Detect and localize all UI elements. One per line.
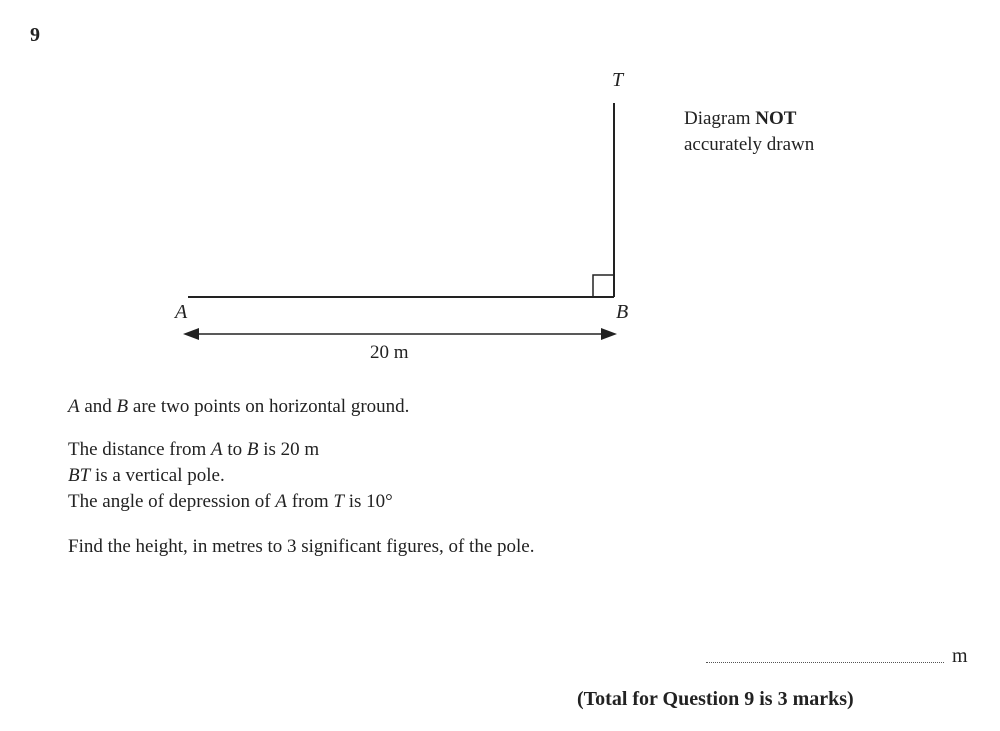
answer-line[interactable] <box>706 642 944 663</box>
point-b: B <box>246 439 259 460</box>
arrowhead-right <box>601 328 617 340</box>
note-line1: Diagram <box>684 108 756 129</box>
note-bold: NOT <box>755 108 797 129</box>
point-a: A <box>210 439 223 460</box>
label-a: A <box>175 301 188 323</box>
diagram-note <box>684 106 814 158</box>
pole-bt: BT <box>68 465 91 486</box>
right-angle-mark <box>593 275 614 297</box>
arrowhead-left <box>183 328 199 340</box>
point-a: A <box>68 396 80 417</box>
point-t: T <box>333 491 344 512</box>
question-line-4: The angle of depression of A from T is 10° <box>68 491 393 512</box>
question-line-2: The distance from A to B is 20 m <box>68 439 320 460</box>
question-number: 9 <box>30 24 40 46</box>
label-distance: 20 m <box>370 342 409 363</box>
note-line2: accurately drawn <box>684 134 815 155</box>
question-line-3: BT is a vertical pole. <box>68 465 225 486</box>
question-line-1: A and B are two points on horizontal ground. <box>68 396 410 417</box>
total-marks: (Total for Question 9 is 3 marks) <box>577 688 854 710</box>
label-t: T <box>612 69 624 91</box>
answer-unit: m <box>952 645 968 667</box>
question-instruction: Find the height, in metres to 3 significant figures, of the pole. <box>68 536 535 557</box>
point-a: A <box>275 491 287 512</box>
point-b: B <box>116 396 129 417</box>
label-b: B <box>616 301 629 323</box>
